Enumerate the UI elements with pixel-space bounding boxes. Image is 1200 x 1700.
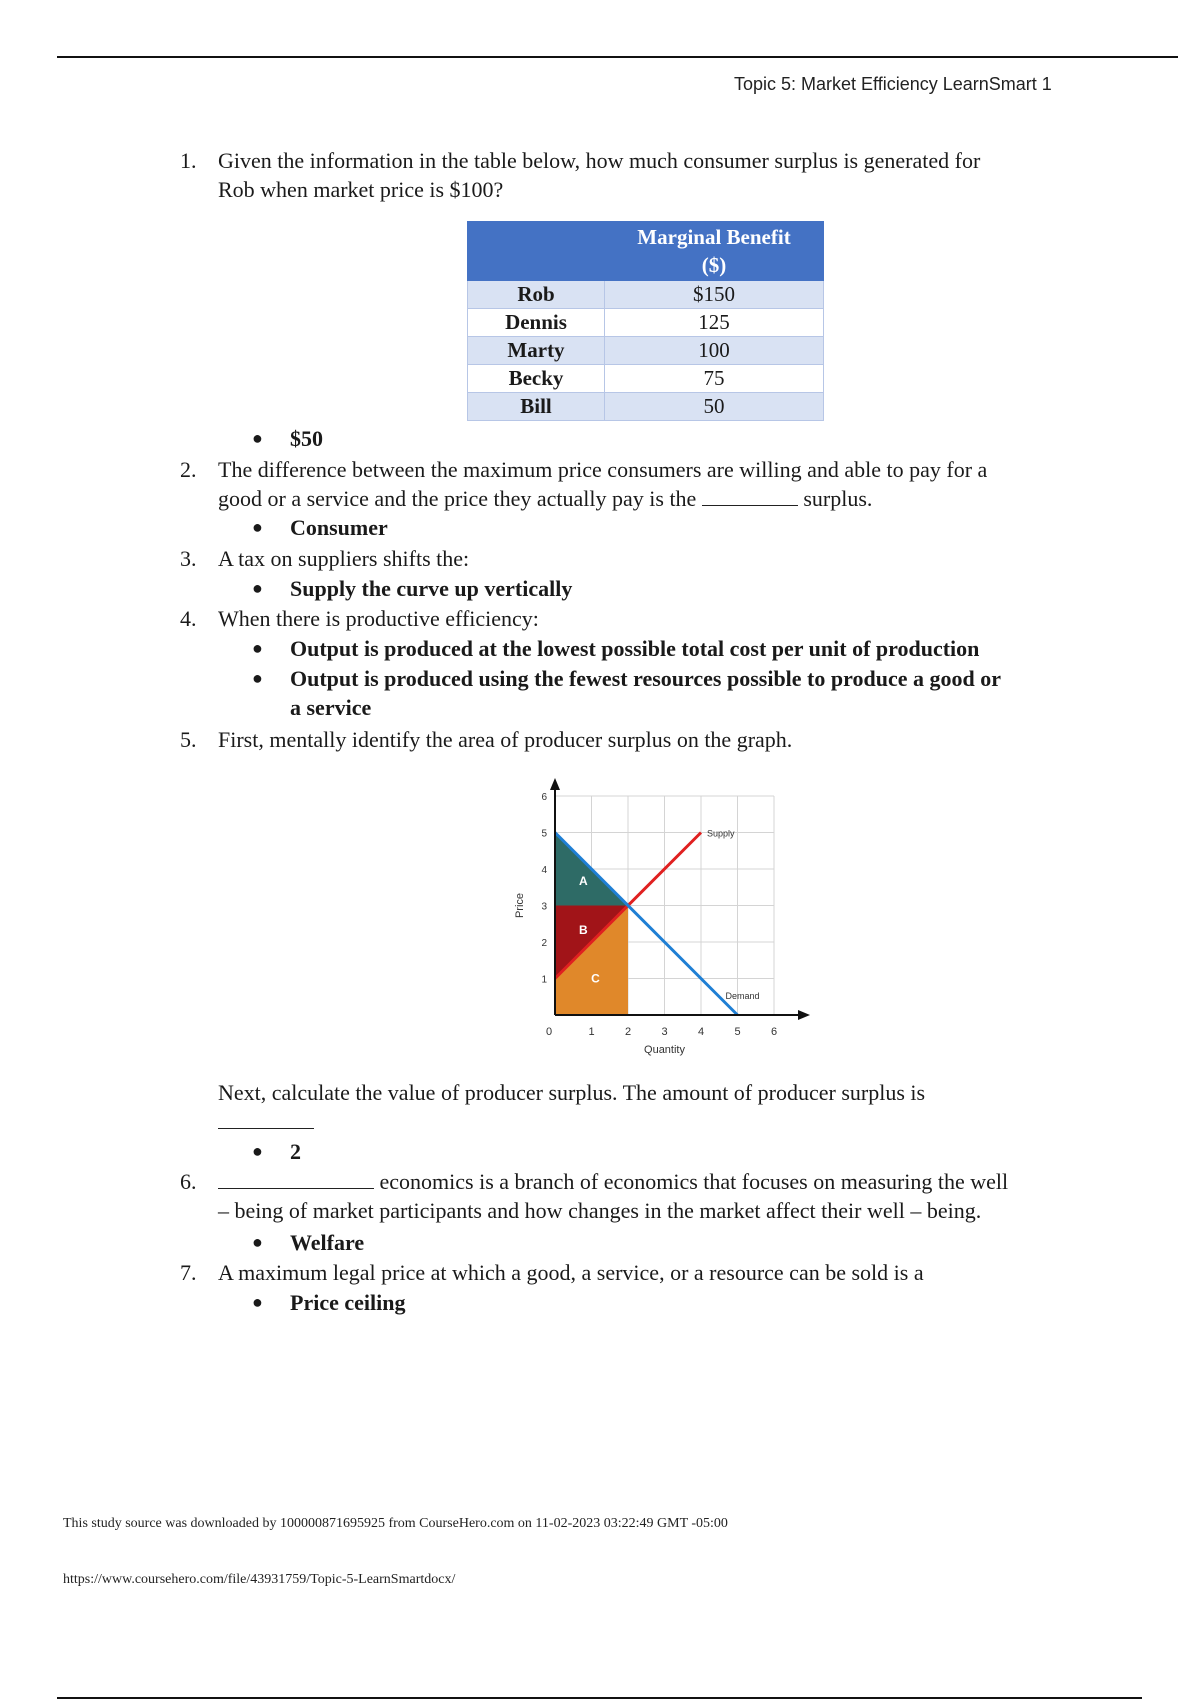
top-rule: [57, 56, 1178, 58]
fill-blank: [218, 1170, 374, 1189]
question-number: 3.: [180, 546, 197, 571]
table-cell-value: 75: [605, 365, 824, 393]
x-tick-label: 6: [770, 1026, 778, 1038]
table-cell-value: 50: [605, 393, 824, 421]
question-text: A maximum legal price at which a good, a service, or a resource can be sold is a: [218, 1260, 924, 1285]
question-6: [180, 1167, 1080, 1225]
y-tick-label: 3: [541, 901, 547, 913]
x-axis-label: Quantity: [644, 1044, 685, 1056]
y-tick-label: 2: [541, 938, 547, 949]
table-cell-value: $150: [605, 281, 824, 309]
table-cell-name: Marty: [468, 337, 605, 365]
question-5: [180, 725, 1080, 754]
table-row: [468, 393, 824, 421]
x-tick-label: 2: [624, 1026, 632, 1038]
question-text: – being of market participants and how changes in the market affect their well – being.: [218, 1198, 982, 1223]
y-tick-label: 4: [541, 865, 547, 876]
question-3: [180, 544, 1080, 573]
marginal-benefit-table: [467, 221, 824, 421]
question-text: Rob when market price is $100?: [218, 177, 504, 202]
region-label: B: [578, 922, 588, 937]
question-number: 4.: [180, 606, 197, 631]
bullet-icon: ●: [252, 1232, 263, 1252]
table-cell-name: Rob: [468, 281, 605, 309]
bullet-icon: ●: [252, 1292, 263, 1312]
bullet-icon: ●: [252, 428, 263, 448]
bullet-icon: ●: [252, 1141, 263, 1161]
table-cell-name: Becky: [468, 365, 605, 393]
x-tick-label: 4: [697, 1026, 705, 1038]
answer-6: ● Welfare: [252, 1230, 365, 1255]
answer-2: ● Consumer: [252, 515, 388, 540]
question-text: The difference between the maximum price consumers are willing and able to pay for a: [218, 457, 988, 482]
table-row: [468, 337, 824, 365]
question-number: 5.: [180, 727, 197, 752]
question-1: [180, 146, 1080, 204]
x-tick-label: 0: [545, 1026, 553, 1038]
surplus-chart: [470, 770, 810, 1070]
table-cell-value: 100: [605, 337, 824, 365]
question-text: When there is productive efficiency:: [218, 606, 539, 631]
question-number: 6.: [180, 1169, 197, 1194]
region-label: A: [578, 874, 588, 889]
question-7: [180, 1258, 1080, 1287]
x-axis-arrow-icon: [798, 1010, 810, 1020]
question-text: Given the information in the table below, how much consumer surplus is generated for: [218, 148, 981, 173]
table-header-empty: [468, 222, 605, 281]
x-tick-label: 5: [734, 1026, 741, 1038]
question-2: [180, 455, 1080, 513]
footer-source: This study source was downloaded by 100000871695925 from CourseHero.com on 11-02-2023 03:22:49 GMT -05:00: [63, 1516, 728, 1531]
answer-5: ● 2: [252, 1139, 301, 1164]
question-5-next: [180, 1078, 1080, 1136]
bullet-icon: ●: [252, 578, 263, 598]
question-text: Next, calculate the value of producer surplus. The amount of producer surplus is: [218, 1080, 926, 1105]
table-row: [468, 281, 824, 309]
answer-4b: ● Output is produced using the fewest resources possible to produce a good or a service: [252, 666, 1001, 720]
table-header-marginal-benefit: Marginal Benefit ($): [605, 222, 824, 281]
x-tick-label: 3: [661, 1026, 668, 1038]
answer-3: ● Supply the curve up vertically: [252, 576, 573, 601]
demand-label: Demand: [725, 991, 760, 1001]
page-header: Topic 5: Market Efficiency LearnSmart 1: [734, 74, 1052, 94]
table-row: [468, 309, 824, 337]
question-text: A tax on suppliers shifts the:: [218, 546, 470, 571]
fill-blank: [218, 1110, 314, 1129]
bullet-icon: ●: [252, 668, 263, 688]
table-cell-name: Dennis: [468, 309, 605, 337]
answer-7: ● Price ceiling: [252, 1290, 406, 1315]
question-number: 7.: [180, 1260, 197, 1285]
answer-1: ● $50: [252, 426, 323, 451]
question-number: 2.: [180, 457, 197, 482]
y-tick-label: 6: [541, 792, 547, 803]
question-text: First, mentally identify the area of producer surplus on the graph.: [218, 727, 793, 752]
question-number: 1.: [180, 148, 197, 173]
question-4: [180, 604, 1080, 633]
bullet-icon: ●: [252, 638, 263, 658]
fill-blank: [702, 487, 798, 506]
question-text: economics is a branch of economics that focuses on measuring the well: [218, 1167, 1080, 1196]
table-cell-value: 125: [605, 309, 824, 337]
answer-4a: ● Output is produced at the lowest possible total cost per unit of production: [252, 636, 980, 661]
footer-url: https://www.coursehero.com/file/43931759/Topic-5-LearnSmartdocx/: [63, 1572, 456, 1587]
bullet-icon: ●: [252, 517, 263, 537]
y-axis-arrow-icon: [550, 778, 560, 790]
x-tick-label: 1: [588, 1026, 595, 1038]
table-row: [468, 365, 824, 393]
supply-label: Supply: [707, 828, 735, 839]
bottom-rule: [57, 1697, 1142, 1699]
y-tick-label: 1: [541, 974, 547, 986]
y-axis-label: Price: [514, 892, 526, 919]
table-cell-name: Bill: [468, 393, 605, 421]
y-tick-label: 5: [541, 828, 547, 840]
region-label: C: [591, 971, 600, 986]
question-text: good or a service and the price they actually pay is the surplus.: [218, 486, 873, 511]
